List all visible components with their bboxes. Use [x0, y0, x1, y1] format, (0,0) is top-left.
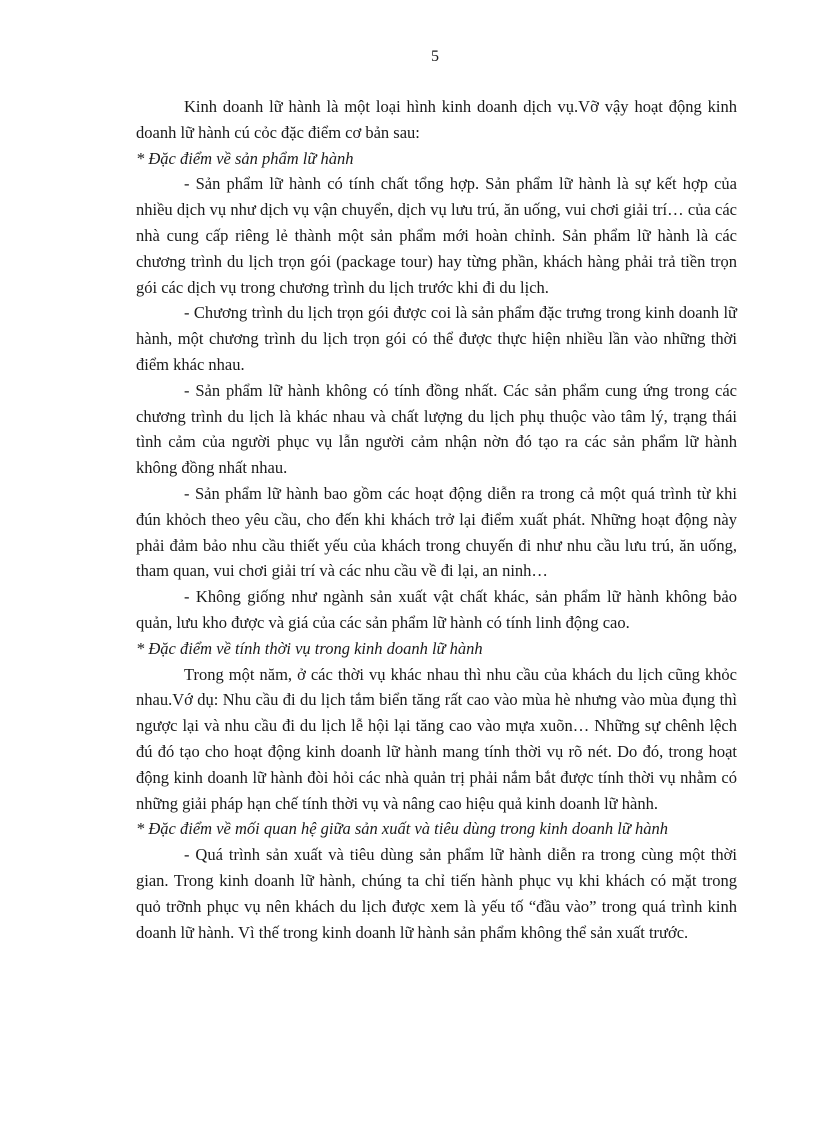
production-consumption-paragraph: - Quá trình sản xuất và tiêu dùng sản phẩm lữ hành diễn ra trong cùng một thời gian. Trong kinh doanh lữ hành, chúng ta chỉ tiến hành phục vụ khi khách có mặt trong quỏ trỡnh phục vụ nên khách du lịch được xem là yếu tố “đầu vào” trong quá trình kinh doanh lữ hành. Vì thế trong kinh doanh lữ hành sản phẩm không thể sản xuất trước. [136, 845, 737, 942]
section-heading-seasonality: * Đặc điểm về tính thời vụ trong kinh doanh lữ hành [136, 638, 483, 658]
document-body [136, 94, 737, 945]
section-heading-production-consumption: * Đặc điểm về mối quan hệ giữa sản xuất và tiêu dùng trong kinh doanh lữ hành [136, 819, 669, 839]
product-point-non-uniform: - Sản phẩm lữ hành không có tính đồng nhất. Các sản phẩm cung ứng trong các chương trình du lịch là khác nhau và chất lượng du lịch phụ thuộc vào tâm lý, trạng thái tình cảm của người phục vụ lẫn người cảm nhận nờn đó tạo ra các sản phẩm lữ hành không đồng nhất nhau. [136, 380, 737, 478]
product-point-storage: - Không giống như ngành sản xuất vật chất khác, sản phẩm lữ hành không bảo quản, lưu kho được và giá của các sản phẩm lữ hành có tính linh động cao. [136, 587, 737, 632]
section-heading-product: * Đặc điểm về sản phẩm lữ hành [136, 148, 354, 168]
seasonality-paragraph: Trong một năm, ở các thời vụ khác nhau thì nhu cầu của khách du lịch cũng khỏc nhau.Vớ dụ: Nhu cầu đi du lịch tắm biển tăng rất cao vào mùa hè nhưng vào mùa đụng thì ngược lại và nhu cầu đi du lịch lễ hội lại tăng cao vào mựa xuõn… Những sự chênh lệch đú đó tạo cho hoạt động kinh doanh lữ hành mang tính thời vụ rõ nét. Do đó, trong hoạt động kinh doanh lữ hành đòi hỏi các nhà quản trị phải nắm bắt được tính thời vụ nhằm có những giải pháp hạn chế tính thời vụ và nâng cao hiệu quả kinh doanh lữ hành. [136, 664, 737, 813]
product-point-composite: - Sản phẩm lữ hành có tính chất tổng hợp. Sản phẩm lữ hành là sự kết hợp của nhiều dịch vụ như dịch vụ vận chuyển, dịch vụ lưu trú, ăn uống, vui chơi giải trí… của các nhà cung cấp riêng lẻ thành một sản phẩm mới hoàn chỉnh. Sản phẩm lữ hành là các chương trình du lịch trọn gói (package tour) hay từng phần, khách hàng phải trả tiền trọn gói các dịch vụ trong chương trình du lịch trước khi đi du lịch. [136, 174, 737, 297]
product-point-package-tour: - Chương trình du lịch trọn gói được coi là sản phẩm đặc trưng trong kinh doanh lữ hành, một chương trình du lịch trọn gói có thể được thực hiện nhiều lần vào những thời điểm khác nhau. [136, 303, 737, 374]
product-point-process: - Sản phẩm lữ hành bao gồm các hoạt động diễn ra trong cả một quá trình từ khi đún khỏch theo yêu cầu, cho đến khi khách trở lại điểm xuất phát. Những hoạt động này phải đảm bảo nhu cầu thiết yếu của khách trong chuyến đi như nhu cầu lưu trú, ăn uống, tham quan, vui chơi giải trí và các nhu cầu về đi lại, an ninh… [136, 483, 737, 581]
intro-paragraph: Kinh doanh lữ hành là một loại hình kinh doanh dịch vụ.Vỡ vậy hoạt động kinh doanh lữ hành cú cỏc đặc điểm cơ bản sau: [136, 97, 737, 142]
page-number: 5 [431, 48, 439, 65]
